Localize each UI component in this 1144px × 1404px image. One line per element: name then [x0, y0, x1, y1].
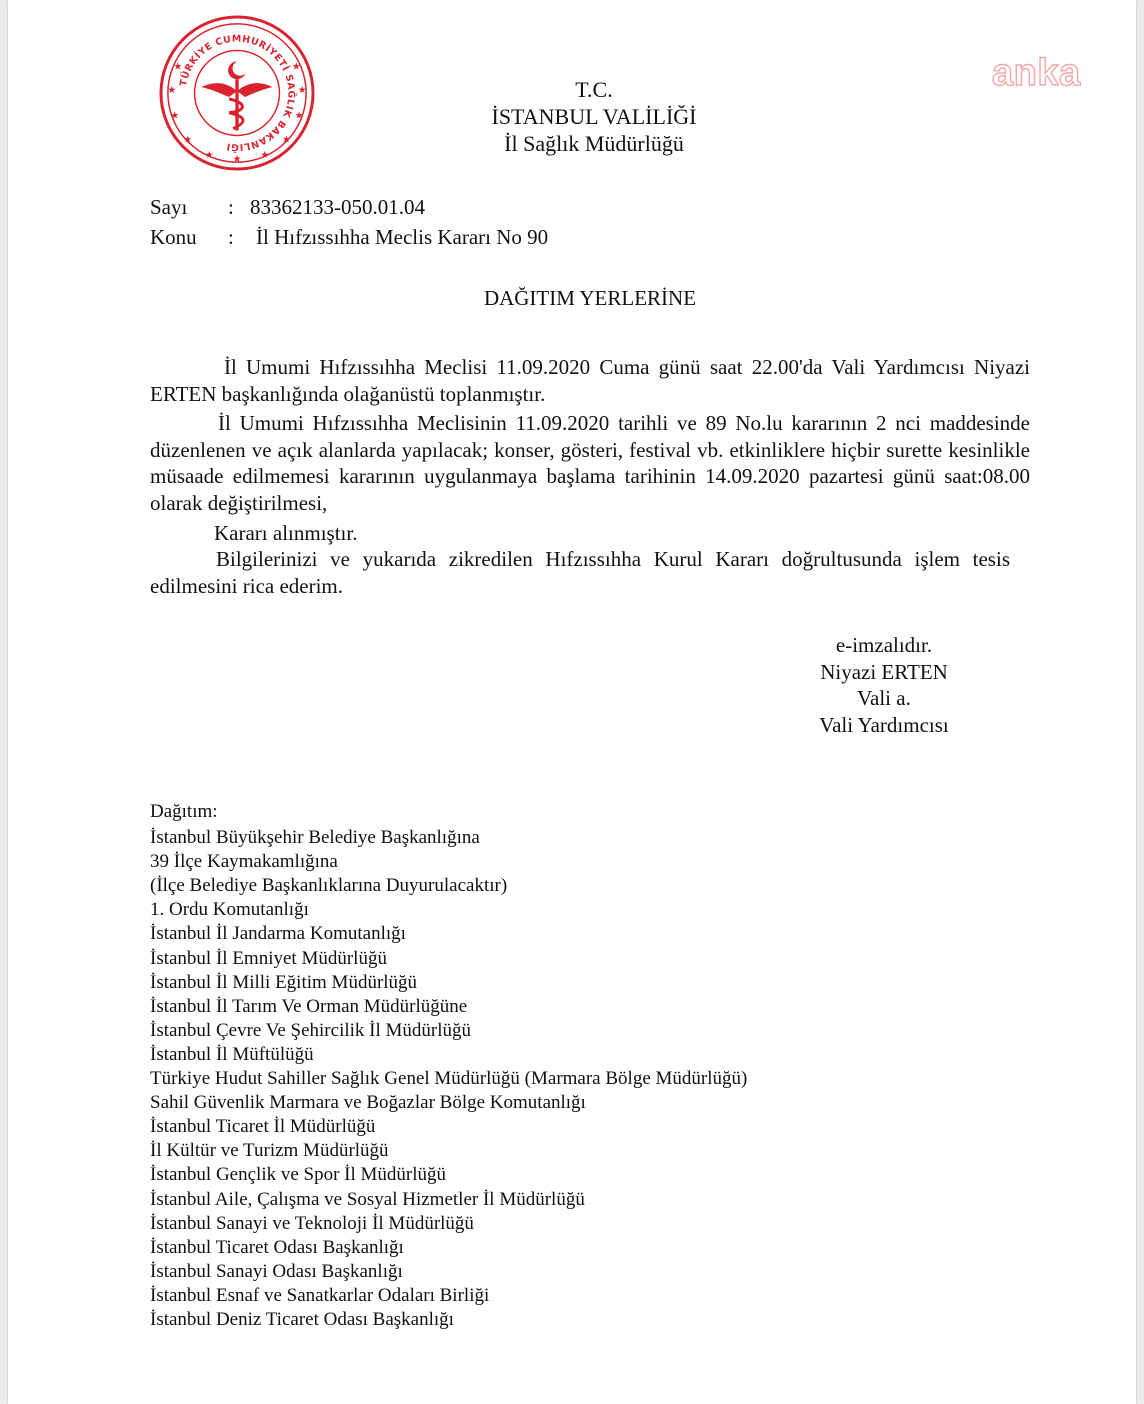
sayi-value: 83362133-050.01.04	[250, 195, 425, 219]
distribution-item: İstanbul Esnaf ve Sanatkarlar Odaları Birliği	[150, 1284, 490, 1306]
distribution-item: İstanbul Sanayi ve Teknoloji İl Müdürlüğü	[150, 1212, 474, 1234]
sayi-label: Sayı	[150, 195, 188, 219]
body-paragraph-4: Bilgilerinizi ve yukarıda zikredilen Hıfzıssıhha Kurul Kararı doğrultusunda işlem tesis edilmesini rica ederim.	[150, 547, 1010, 598]
svg-text:★: ★	[167, 85, 177, 97]
distribution-item: Sahil Güvenlik Marmara ve Boğazlar Bölge Komutanlığı	[150, 1092, 586, 1114]
distribution-item: İstanbul Büyükşehir Belediye Başkanlığına	[150, 827, 480, 849]
body-paragraph-1: İl Umumi Hıfzıssıhha Meclisi 11.09.2020 Cuma günü saat 22.00'da Vali Yardımcısı Niyazi ERTEN başkanlığında olağanüstü toplanmıştır.	[150, 355, 1030, 406]
distribution-item: Türkiye Hudut Sahiller Sağlık Genel Müdürlüğü (Marmara Bölge Müdürlüğü)	[150, 1068, 748, 1090]
letterhead-line-1: T.C.	[575, 77, 613, 102]
distribution-item: İstanbul Deniz Ticaret Odası Başkanlığı	[150, 1308, 454, 1330]
document-page	[8, 0, 1136, 1404]
signature-e-signed: e-imzalıdır.	[835, 633, 933, 657]
addressee: DAĞITIM YERLERİNE	[483, 286, 697, 310]
letterhead-line-3: İl Sağlık Müdürlüğü	[504, 131, 684, 156]
letterhead	[448, 76, 740, 157]
ministry-of-health-seal-icon	[158, 14, 316, 172]
distribution-item: İstanbul İl Müftülüğü	[150, 1043, 314, 1065]
svg-text:TÜRKİYE CUMHURİYETİ SAĞLIK BAK: TÜRKİYE CUMHURİYETİ SAĞLIK BAKANLIĞI	[178, 33, 297, 153]
signature-block	[798, 632, 970, 738]
svg-text:★: ★	[232, 154, 242, 166]
distribution-item: (İlçe Belediye Başkanlıklarına Duyurulacaktır)	[150, 875, 508, 897]
distribution-item: İstanbul İl Emniyet Müdürlüğü	[150, 947, 387, 969]
distribution-item: İstanbul Ticaret Odası Başkanlığı	[150, 1236, 404, 1258]
distribution-item: İl Kültür ve Turizm Müdürlüğü	[150, 1140, 389, 1162]
svg-text:★: ★	[291, 61, 301, 73]
distribution-item: İstanbul Gençlik ve Spor İl Müdürlüğü	[150, 1164, 447, 1186]
distribution-item: 39 İlçe Kaymakamlığına	[150, 851, 338, 873]
konu-label: Konu	[150, 225, 197, 249]
distribution-item: İstanbul Sanayi Odası Başkanlığı	[150, 1260, 403, 1282]
sayi-colon: :	[228, 195, 234, 219]
svg-text:★: ★	[183, 134, 193, 146]
letterhead-line-2: İSTANBUL VALİLİĞİ	[491, 104, 697, 129]
distribution-item: İstanbul İl Milli Eğitim Müdürlüğü	[150, 971, 418, 993]
signature-title: Vali Yardımcısı	[819, 712, 949, 737]
body-paragraph-3: Kararı alınmıştır.	[214, 520, 358, 545]
svg-text:★: ★	[260, 150, 270, 162]
letter-body	[150, 354, 1030, 599]
body-paragraph-2: İl Umumi Hıfzıssıhha Meclisinin 11.09.2020 tarihli ve 89 No.lu kararının 2 nci maddesinde düzenlenen ve açık alanlarda yapılacak; konser, gösteri, festival vb. etkinliklere hiçbir surette kesinlikle müsaade edilmemesi kararının uygulanmaya başlama tarihinin 14.09.2020 pazartesi günü saat:08.00 olarak değiştirilmesi,	[150, 411, 1030, 515]
distribution-item: İstanbul Aile, Çalışma ve Sosyal Hizmetler İl Müdürlüğü	[150, 1188, 585, 1210]
distribution-title: Dağıtım:	[150, 801, 218, 822]
svg-text:★: ★	[281, 134, 291, 146]
sayi-row	[150, 192, 548, 222]
svg-text:★: ★	[170, 110, 180, 122]
distribution-item: 1. Ordu Komutanlığı	[150, 899, 309, 921]
konu-value: İl Hıfzıssıhha Meclis Kararı No 90	[256, 225, 549, 249]
svg-text:★: ★	[294, 110, 304, 122]
signature-on-behalf: Vali a.	[857, 686, 911, 710]
svg-text:★: ★	[297, 85, 307, 97]
svg-text:★: ★	[204, 150, 214, 162]
distribution-item: İstanbul Çevre Ve Şehircilik İl Müdürlüğü	[150, 1019, 472, 1041]
anka-watermark: anka	[992, 52, 1081, 94]
distribution-item: İstanbul İl Jandarma Komutanlığı	[150, 923, 406, 945]
konu-colon: :	[228, 225, 234, 249]
signature-name: Niyazi ERTEN	[820, 659, 948, 684]
distribution-item: İstanbul Ticaret İl Müdürlüğü	[150, 1116, 376, 1138]
distribution-item: İstanbul İl Tarım Ve Orman Müdürlüğüne	[150, 995, 468, 1017]
document-meta	[150, 192, 548, 252]
konu-row	[150, 222, 548, 252]
distribution-list	[150, 800, 747, 1332]
svg-text:★: ★	[173, 61, 183, 73]
